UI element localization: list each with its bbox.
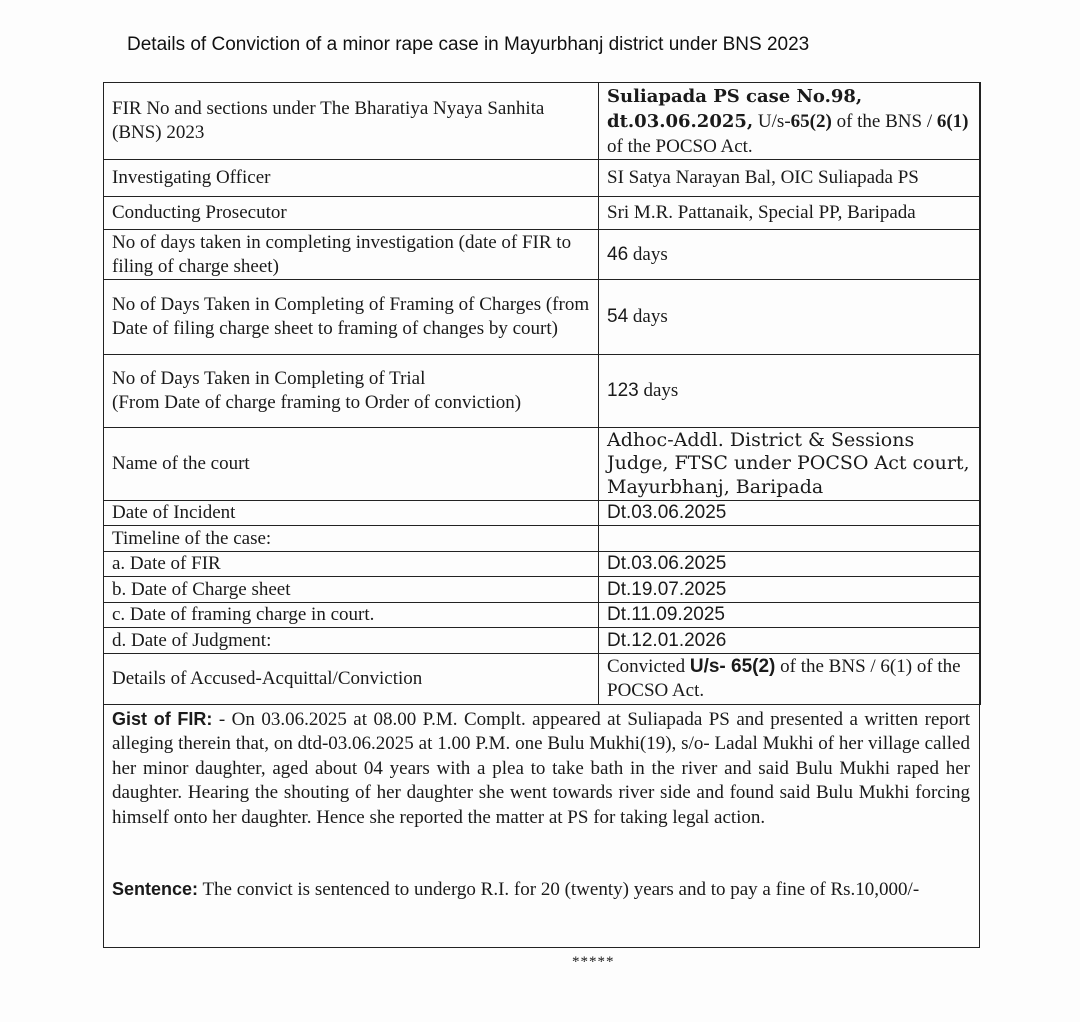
- table-row: [104, 280, 981, 355]
- framing-days-label: No of Days Taken in Completing of Framing of Charges (from Date of filing charge sheet to framing of changes by court): [104, 280, 599, 355]
- fir-value-pocso: of the POCSO Act.: [607, 135, 753, 157]
- sentence-text: The convict is sentenced to undergo R.I. for 20 (twenty) years and to pay a fine of Rs.10,000/-: [198, 879, 920, 900]
- fir-value-us: U/s-: [753, 110, 791, 132]
- timeline-chargesheet-label: b. Date of Charge sheet: [104, 577, 599, 603]
- prosecutor-label: Conducting Prosecutor: [104, 197, 599, 230]
- fir-value-bns: of the BNS /: [831, 110, 937, 132]
- outcome-value-acts: of the BNS / 6(1) of the POCSO Act.: [607, 656, 961, 701]
- timeline-label: Timeline of the case:: [104, 526, 599, 552]
- framing-days-value: [599, 280, 981, 355]
- table-row: [104, 83, 981, 160]
- sentence-lead: Sentence:: [112, 879, 199, 899]
- court-value: Adhoc-Addl. District & Sessions Judge, FTSC under POCSO Act court, Mayurbhanj, Baripada: [599, 428, 981, 501]
- timeline-chargesheet-value: Dt.19.07.2025: [599, 577, 981, 603]
- court-label: Name of the court: [104, 428, 599, 501]
- outcome-value-section: U/s- 65(2): [689, 656, 776, 677]
- fir-value-case: Suliapada PS case No.98, dt.03.06.2025,: [607, 85, 863, 132]
- trial-days-label-line2: (From Date of charge framing to Order of conviction): [112, 392, 522, 413]
- investigating-officer-label: Investigating Officer: [104, 160, 599, 197]
- sentence-paragraph: [112, 877, 970, 902]
- trial-days-label-line1: No of Days Taken in Completing of Trial: [112, 368, 426, 389]
- timeline-fir-label: a. Date of FIR: [104, 552, 599, 577]
- timeline-framing-label: c. Date of framing charge in court.: [104, 603, 599, 628]
- trial-days-value: [599, 355, 981, 428]
- table-row: [104, 628, 981, 654]
- fir-value-pocso-section: 6(1): [936, 110, 969, 132]
- table-row: [104, 526, 981, 552]
- gist-of-fir: [112, 707, 970, 830]
- outcome-label: Details of Accused-Acquittal/Conviction: [104, 654, 599, 705]
- timeline-fir-value: Dt.03.06.2025: [599, 552, 981, 577]
- table-row: [104, 577, 981, 603]
- timeline-framing-value: Dt.11.09.2025: [599, 603, 981, 628]
- gist-text: - On 03.06.2025 at 08.00 P.M. Complt. appeared at Suliapada PS and presented a written report alleging therein that, on dtd-03.06.2025 at 1.00 P.M. one Bulu Mukhi(19), s/o- Ladal Mukhi of her village called her minor daughter, aged about 04 years with a plea to take bath in the river and said Bulu Mukhi raped her daughter. Hearing the shouting of her daughter she went towards river side and found said Bulu Mukhi forcing himself onto her daughter. Hence she reported the matter at PS for taking legal action.: [112, 709, 970, 828]
- trial-days-unit: days: [638, 380, 679, 401]
- document-title: Details of Conviction of a minor rape case in Mayurbhanj district under BNS 2023: [127, 34, 810, 55]
- timeline-judgment-label: d. Date of Judgment:: [104, 628, 599, 654]
- investigation-days-label: No of days taken in completing investigation (date of FIR to filing of charge sheet): [104, 230, 599, 280]
- trial-days-label: [104, 355, 599, 428]
- table-row: [104, 355, 981, 428]
- incident-label: Date of Incident: [104, 501, 599, 526]
- timeline-empty-cell: [599, 526, 981, 552]
- investigation-days-number: 46: [607, 243, 629, 265]
- table-row: [104, 501, 981, 526]
- gist-lead: Gist of FIR:: [112, 709, 213, 729]
- investigation-days-value: [599, 230, 981, 280]
- incident-value: Dt.03.06.2025: [599, 501, 981, 526]
- table-row: [104, 654, 981, 705]
- table-row: [104, 428, 981, 501]
- investigating-officer-value: SI Satya Narayan Bal, OIC Suliapada PS: [599, 160, 981, 197]
- framing-days-unit: days: [628, 306, 668, 327]
- timeline-judgment-value: Dt.12.01.2026: [599, 628, 981, 654]
- table-row: [104, 160, 981, 197]
- table-row: [104, 197, 981, 230]
- prosecutor-value: Sri M.R. Pattanaik, Special PP, Baripada: [599, 197, 981, 230]
- investigation-days-unit: days: [628, 243, 668, 265]
- framing-days-number: 54: [607, 306, 629, 327]
- table-row: [104, 230, 981, 280]
- details-table: [103, 82, 981, 705]
- fir-value: [599, 83, 981, 160]
- trial-days-number: 123: [607, 380, 639, 401]
- table-row: [104, 603, 981, 628]
- table-row: [104, 552, 981, 577]
- outcome-value-convicted: Convicted: [607, 656, 690, 677]
- fir-label: FIR No and sections under The Bharatiya Nyaya Sanhita (BNS) 2023: [104, 83, 599, 160]
- fir-value-bns-section: 65(2): [790, 110, 832, 132]
- end-mark: *****: [572, 954, 615, 970]
- outcome-value: [599, 654, 981, 705]
